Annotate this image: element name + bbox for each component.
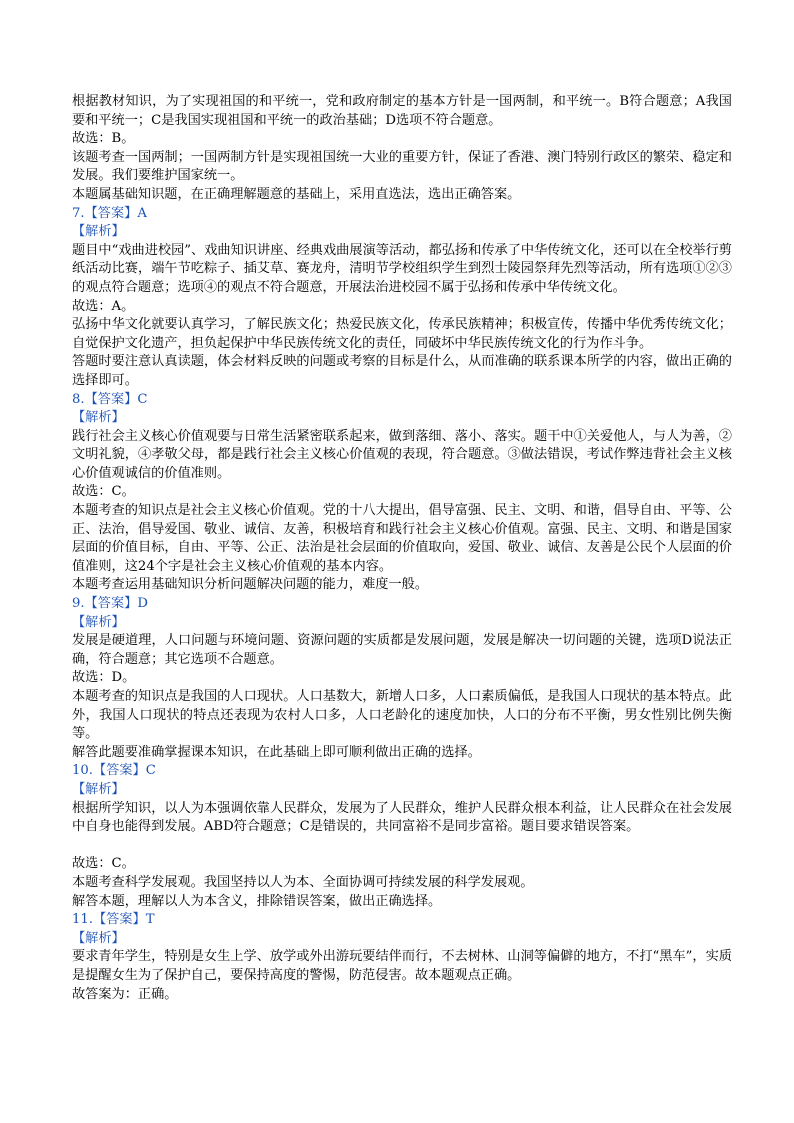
- paragraph: 根据所学知识，以人为本强调依靠人民群众，发展为了人民群众，维护人民群众根本利益，让人民群众在社会发展中自身也能得到发展。ABD符合题意；C是错误的，共同富裕不是同步富裕。题目要求错误答案。: [72, 800, 732, 835]
- paragraph: 践行社会主义核心价值观要与日常生活紧密联系起来，做到落细、落小、落实。题干中①关爱他人，与人为善，②文明礼貌，④孝敬父母，都是践行社会主义核心价值观的表现，符合题意。③做法错误，考试作弊违背社会主义核心价值观诚信的价值准则。: [72, 428, 732, 481]
- paragraph: 故选：D。: [72, 670, 136, 686]
- paragraph: 故选：B。: [72, 131, 135, 147]
- paragraph: 解答此题要准确掌握课本知识，在此基础上即可顺利做出正确的选择。: [72, 744, 481, 760]
- answer-heading: 11.【答案】T: [72, 912, 155, 928]
- paragraph: 本题考查运用基础知识分析问题解决问题的能力，难度一般。: [72, 577, 429, 593]
- paragraph: 该题考查一国两制；一国两制方针是实现祖国统一大业的重要方针，保证了香港、澳门特别行政区的繁荣、稳定和发展。我们要维护国家统一。: [72, 149, 732, 184]
- paragraph: 本题考查科学发展观。我国坚持以人为本、全面协调可持续发展的科学发展观。: [72, 874, 534, 890]
- paragraph: 根据教材知识，为了实现祖国的和平统一，党和政府制定的基本方针是一国两制，和平统一。B符合题意；A我国要和平统一；C是我国实现祖国和平统一的政治基础；D选项不符合题意。: [72, 94, 732, 128]
- answer-heading: 【解析】: [72, 224, 125, 240]
- paragraph: 本题考查的知识点是我国的人口现状。人口基数大，新增人口多，人口素质偏低，是我国人口现状的基本特点。此外，我国人口现状的特点还表现为农村人口多，人口老龄化的速度加快，人口的分布不平衡，男女性别比例失衡等。: [72, 689, 732, 742]
- answer-heading: 8.【答案】C: [72, 391, 148, 407]
- paragraph: 要求青年学生，特别是女生上学、放学或外出游玩要结伴而行，不去树林、山洞等偏僻的地方，不打“黑车”，实质是提醒女生为了保护自己，要保持高度的警惕，防范侵害。故本题观点正确。: [72, 949, 732, 983]
- paragraph: 发展是硬道理，人口问题与环境问题、资源问题的实质都是发展问题，发展是解决一切问题的关键，选项D说法正确，符合题意；其它选项不合题意。: [72, 633, 732, 667]
- paragraph: 故答案为：正确。: [72, 986, 178, 1002]
- answer-heading: 10.【答案】C: [72, 763, 156, 779]
- answer-heading: 【解析】: [72, 930, 125, 946]
- answer-heading: 【解析】: [72, 410, 125, 426]
- paragraph: 本题属基础知识题，在正确理解题意的基础上，采用直选法，选出正确答案。: [72, 186, 521, 202]
- answer-heading: 【解析】: [72, 614, 125, 630]
- paragraph: 本题考查的知识点是社会主义核心价值观。党的十八大提出，倡导富强、民主、文明、和谐，倡导自由、平等、公正、法治，倡导爱国、敬业、诚信、友善，积极培育和践行社会主义核心价值观。富强、民主、文明、和谐是国家层面的价值目标，自由、平等、公正、法治是社会层面的价值取向，爱国、敬业、诚信、友善是公民个人层面的价值准则，这24个字是社会主义核心价值观的基本内容。: [72, 503, 732, 574]
- paragraph: 弘扬中华文化就要认真学习，了解民族文化；热爱民族文化，传承民族精神；积极宣传，传播中华优秀传统文化；自觉保护文化遗产，担负起保护中华民族传统文化的责任，同破坏中华民族传统文化的行为作斗争。: [72, 317, 732, 351]
- answer-heading: 9.【答案】D: [72, 596, 148, 612]
- answer-heading: 【解析】: [72, 781, 125, 797]
- paragraph: 故选：C。: [72, 484, 135, 500]
- paragraph: 故选：A。: [72, 298, 135, 314]
- paragraph: 解答本题，理解以人为本含义，排除错误答案，做出正确选择。: [72, 893, 442, 909]
- document-page: [72, 93, 732, 1004]
- paragraph: 故选：C。: [72, 856, 135, 872]
- paragraph: 答题时要注意认真读题，体会材料反映的问题或考察的目标是什么，从而准确的联系课本所学的内容，做出正确的选择即可。: [72, 354, 732, 388]
- paragraph: 题目中“戏曲进校园”、戏曲知识讲座、经典戏曲展演等活动，都弘扬和传承了中华传统文化，还可以在全校举行剪纸活动比赛，端午节吃粽子、插艾草、赛龙舟，清明节学校组织学生到烈士陵园祭拜先烈等活动，所有选项①②③的观点符合题意；选项④的观点不符合题意，开展法治进校园不属于弘扬和传承中华传统文化。: [72, 242, 732, 295]
- answer-heading: 7.【答案】A: [72, 205, 147, 221]
